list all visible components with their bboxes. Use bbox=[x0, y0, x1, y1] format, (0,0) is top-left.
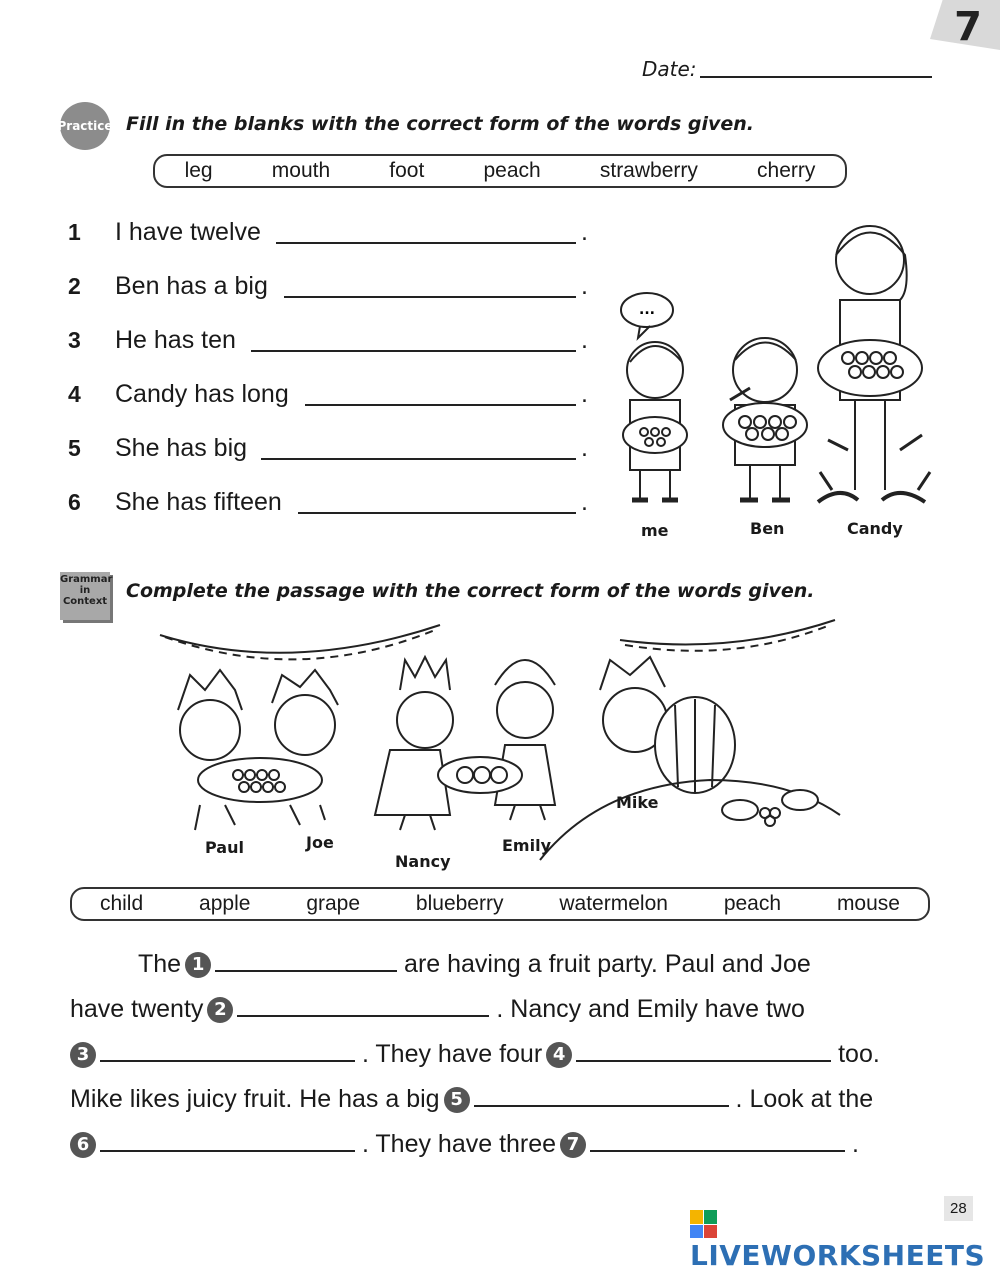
word-item: child bbox=[99, 892, 144, 915]
number-badge: 3 bbox=[70, 1042, 96, 1068]
word-item: mouth bbox=[271, 159, 331, 182]
number-badge: 5 bbox=[444, 1087, 470, 1113]
question-3: 3 He has ten bbox=[68, 326, 236, 354]
word-item: foot bbox=[389, 159, 425, 182]
label-paul: Paul bbox=[205, 838, 244, 857]
speech-bubble-text: ... bbox=[639, 302, 655, 318]
passage bbox=[70, 942, 930, 1167]
label-joe: Joe bbox=[306, 833, 334, 852]
grammar-word-box bbox=[70, 887, 930, 921]
passage-line-2: have twenty 2 . Nancy and Emily have two bbox=[70, 987, 930, 1032]
word-item: strawberry bbox=[599, 159, 698, 182]
label-me: me bbox=[641, 521, 669, 540]
word-item: blueberry bbox=[415, 892, 504, 915]
date-label: Date: bbox=[642, 57, 697, 81]
end-mark: . bbox=[581, 272, 588, 300]
question-4: 4 Candy has long bbox=[68, 380, 289, 408]
question-1: 1 I have twelve bbox=[68, 218, 261, 246]
number-badge: 6 bbox=[70, 1132, 96, 1158]
passage-blank-2[interactable] bbox=[237, 991, 489, 1017]
word-item: peach bbox=[483, 159, 541, 182]
word-item: cherry bbox=[757, 159, 816, 182]
date-field[interactable] bbox=[700, 76, 932, 78]
end-mark: . bbox=[581, 326, 588, 354]
end-mark: . bbox=[581, 380, 588, 408]
question-6: 6 She has fifteen bbox=[68, 488, 282, 516]
passage-blank-6[interactable] bbox=[100, 1126, 355, 1152]
word-item: grape bbox=[306, 892, 361, 915]
page-number: 28 bbox=[944, 1196, 973, 1221]
word-item: apple bbox=[199, 892, 251, 915]
answer-blank-1[interactable] bbox=[276, 220, 576, 244]
liveworksheets-logo: LIVEWORKSHEETS bbox=[690, 1206, 1000, 1272]
number-badge: 4 bbox=[546, 1042, 572, 1068]
passage-blank-7[interactable] bbox=[590, 1126, 845, 1152]
practice-illustration bbox=[600, 200, 960, 540]
label-nancy: Nancy bbox=[395, 852, 451, 871]
practice-instruction: Fill in the blanks with the correct form of the words given. bbox=[126, 113, 754, 135]
number-badge: 7 bbox=[560, 1132, 586, 1158]
unit-number: 7 bbox=[954, 4, 982, 50]
liveworksheets-logo-icon bbox=[690, 1210, 716, 1238]
practice-badge: Practice bbox=[60, 102, 110, 150]
passage-blank-5[interactable] bbox=[474, 1081, 729, 1107]
passage-blank-3[interactable] bbox=[100, 1036, 355, 1062]
answer-blank-4[interactable] bbox=[305, 382, 576, 406]
grammar-instruction: Complete the passage with the correct form of the words given. bbox=[126, 580, 815, 602]
label-candy: Candy bbox=[847, 519, 903, 538]
label-ben: Ben bbox=[750, 519, 785, 538]
answer-blank-5[interactable] bbox=[261, 436, 576, 460]
answer-blank-2[interactable] bbox=[284, 274, 576, 298]
number-badge: 1 bbox=[185, 952, 211, 978]
word-item: watermelon bbox=[559, 892, 668, 915]
word-item: peach bbox=[723, 892, 782, 915]
label-emily: Emily bbox=[502, 836, 551, 855]
word-item: leg bbox=[184, 159, 213, 182]
practice-word-box bbox=[153, 154, 847, 188]
answer-blank-3[interactable] bbox=[251, 328, 576, 352]
passage-line-1: The 1 are having a fruit party. Paul and Joe bbox=[70, 942, 930, 987]
passage-blank-4[interactable] bbox=[576, 1036, 831, 1062]
party-illustration bbox=[150, 615, 850, 880]
passage-line-3: 3 . They have four 4 too. bbox=[70, 1032, 930, 1077]
passage-blank-1[interactable] bbox=[215, 946, 397, 972]
end-mark: . bbox=[581, 488, 588, 516]
answer-blank-6[interactable] bbox=[298, 490, 576, 514]
question-5: 5 She has big bbox=[68, 434, 248, 462]
passage-line-4: Mike likes juicy fruit. He has a big 5 . Look at the bbox=[70, 1077, 930, 1122]
word-item: mouse bbox=[836, 892, 900, 915]
grammar-badge: Grammar in Context bbox=[60, 572, 110, 620]
question-2: 2 Ben has a big bbox=[68, 272, 268, 300]
end-mark: . bbox=[581, 218, 588, 246]
passage-line-5: 6 . They have three 7 . bbox=[70, 1122, 930, 1167]
end-mark: . bbox=[581, 434, 588, 462]
number-badge: 2 bbox=[207, 997, 233, 1023]
label-mike: Mike bbox=[616, 793, 659, 812]
